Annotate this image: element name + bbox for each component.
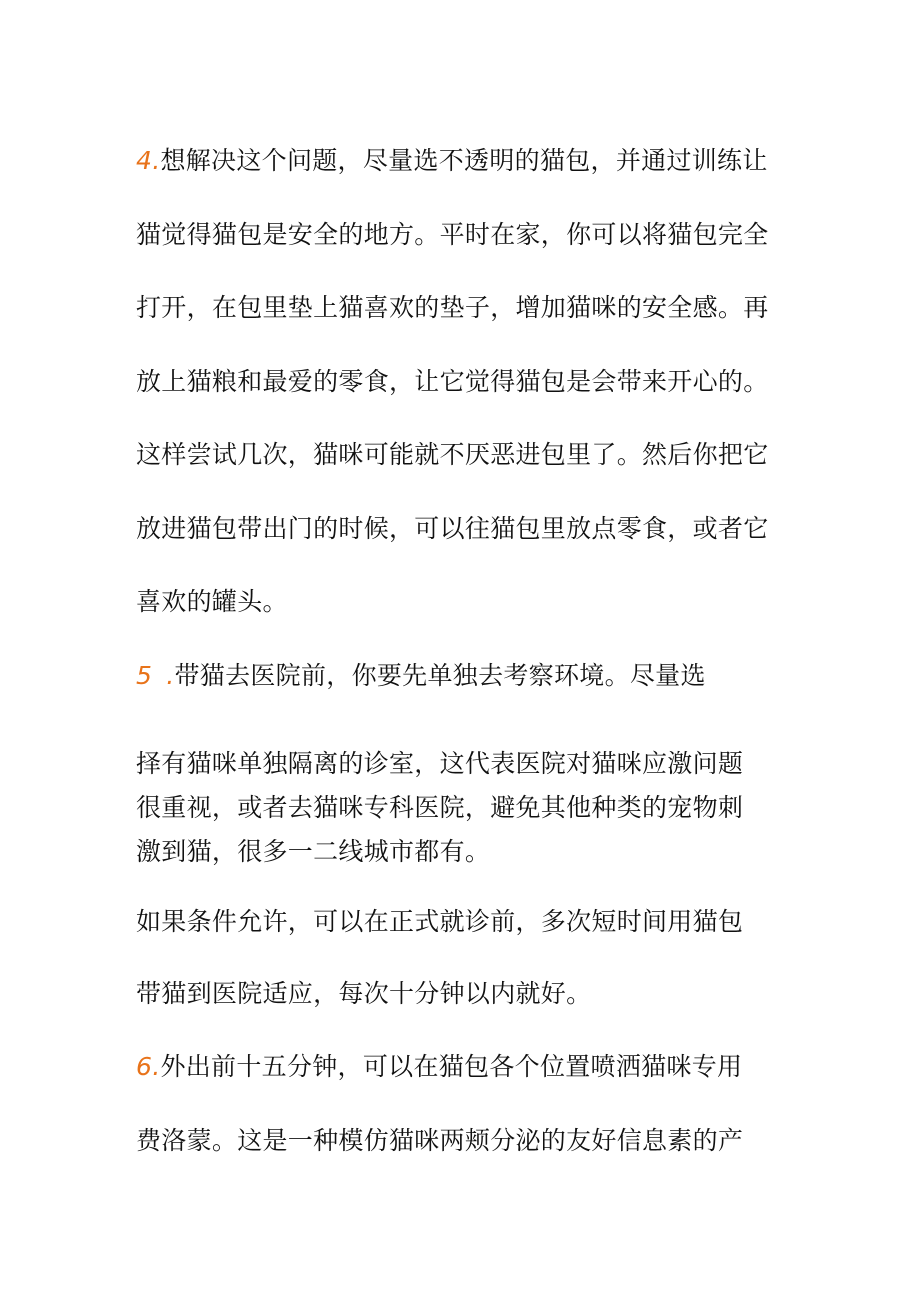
paragraph-line: 如果条件允许，可以在正式就诊前，多次短时间用猫包: [136, 907, 744, 936]
line-text: 外出前十五分钟，可以在猫包各个位置喷洒猫咪专用: [160, 1052, 743, 1081]
paragraph-line: 带猫到医院适应，每次十分钟以内就好。: [136, 979, 592, 1008]
paragraph-line: 放上猫粮和最爱的零食，让它觉得猫包是会带来开心的。: [136, 367, 769, 396]
paragraph-line: 打开，在包里垫上猫喜欢的垫子，增加猫咪的安全感。再: [136, 293, 769, 322]
list-number-suffix: .: [166, 661, 175, 690]
paragraph-line: [136, 1050, 742, 1084]
paragraph-line: 费洛蒙。这是一种模仿猫咪两颊分泌的友好信息素的产: [136, 1126, 744, 1155]
paragraph-line: [136, 659, 706, 693]
paragraph-line: 很重视，或者去猫咪专科医院，避免其他种类的宠物刺: [136, 793, 744, 822]
list-number: 4.: [136, 146, 161, 175]
paragraph-line: [136, 144, 768, 178]
list-number: 6.: [136, 1052, 161, 1081]
paragraph-line: 择有猫咪单独隔离的诊室，这代表医院对猫咪应激问题: [136, 749, 744, 778]
paragraph-line: 喜欢的罐头。: [136, 587, 288, 616]
paragraph-line: 猫觉得猫包是安全的地方。平时在家，你可以将猫包完全: [136, 220, 769, 249]
paragraph-line: 这样尝试几次，猫咪可能就不厌恶进包里了。然后你把它: [136, 440, 769, 469]
paragraph-line: 激到猫，很多一二线城市都有。: [136, 837, 491, 866]
line-text: 想解决这个问题，尽量选不透明的猫包，并通过训练让: [160, 146, 768, 175]
list-number: 5: [136, 661, 153, 690]
line-text: 带猫去医院前，你要先单独去考察环境。尽量选: [174, 661, 706, 690]
paragraph-line: 放进猫包带出门的时候，可以往猫包里放点零食，或者它: [136, 514, 769, 543]
